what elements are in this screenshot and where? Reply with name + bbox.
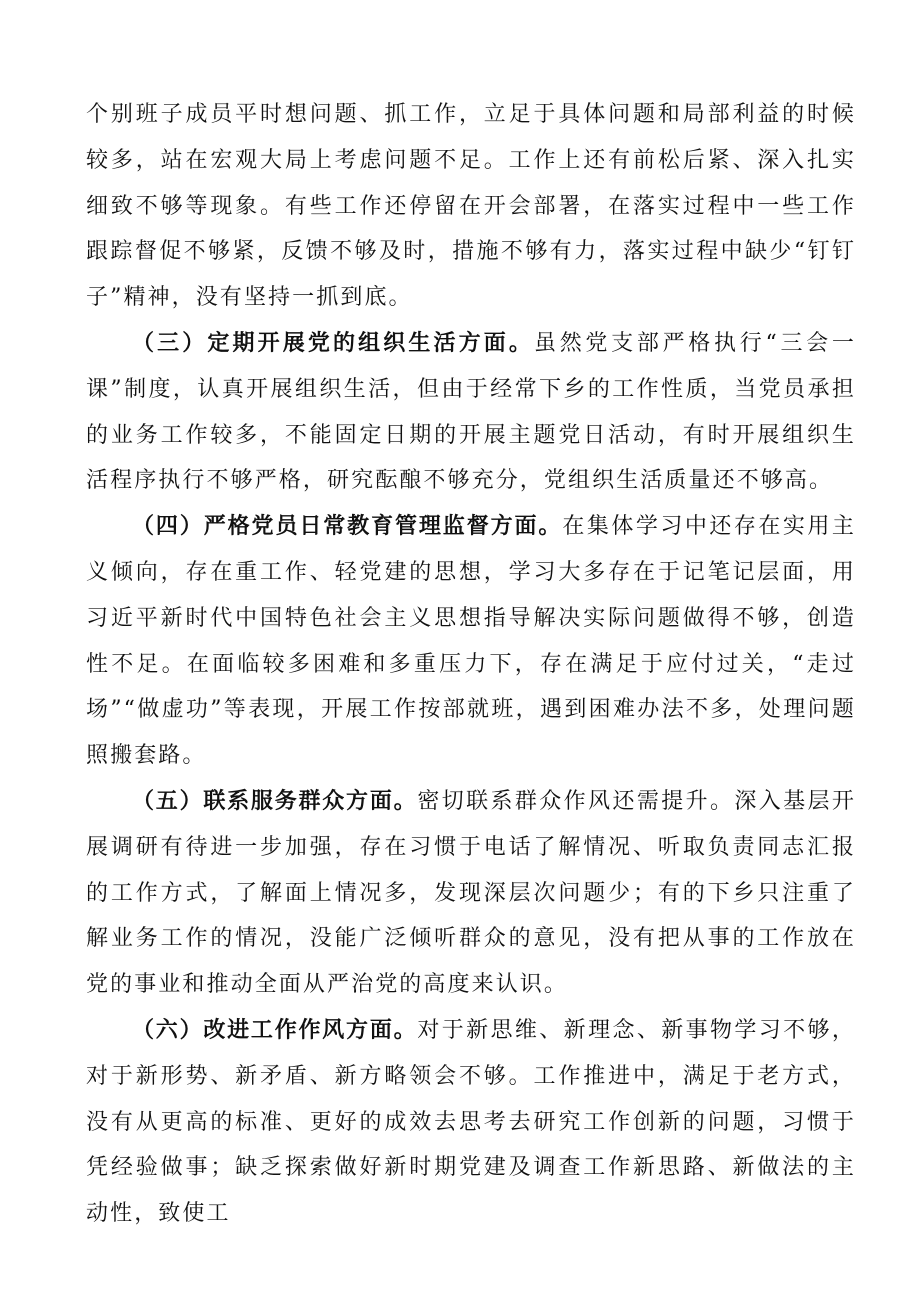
- section-heading: （五）联系服务群众方面。: [132, 788, 418, 814]
- paragraph-body: 在集体学习中还存在实用主义倾向，存在重工作、轻党建的思想，学习大多存在于记笔记层面，用习近平新时代中国特色社会主义思想指导解决实际问题做得不够，创造性不足。在面临较多困难和多重压力下，存在满足于应付过关，“走过场”“做虚功”等表现，开展工作按部就班，遇到困难办法不多，处理问题照搬套路。: [86, 514, 856, 769]
- paragraph-section-4: [86, 504, 856, 779]
- paragraph-body: 个别班子成员平时想问题、抓工作，立足于具体问题和局部利益的时候较多，站在宏观大局上考虑问题不足。工作上还有前松后紧、深入扎实细致不够等现象。有些工作还停留在开会部署，在落实过程中一些工作跟踪督促不够紧，反馈不够及时，措施不够有力，落实过程中缺少“钉钉子”精神，没有坚持一抓到底。: [86, 102, 856, 311]
- paragraph-section-3: [86, 321, 856, 504]
- paragraph-section-5: [86, 779, 856, 1008]
- section-heading: （六）改进工作作风方面。: [132, 1017, 418, 1043]
- section-heading: （三）定期开展党的组织生活方面。: [132, 330, 534, 356]
- paragraph-body: 对于新思维、新理念、新事物学习不够，对于新形势、新矛盾、新方略领会不够。工作推进中，满足于老方式，没有从更高的标准、更好的成效去思考去研究工作创新的问题，习惯于凭经验做事；缺乏探索做好新时期党建及调查工作新思路、新做法的主动性，致使工: [86, 1017, 856, 1227]
- paragraph-body: 密切联系群众作风还需提升。深入基层开展调研有待进一步加强，存在习惯于电话了解情况、听取负责同志汇报的工作方式，了解面上情况多，发现深层次问题少；有的下乡只注重了解业务工作的情况，没能广泛倾听群众的意见，没有把从事的工作放在党的事业和推动全面从严治党的高度来认识。: [86, 788, 856, 998]
- document-page: [86, 92, 856, 1237]
- paragraph-body: 虽然党支部严格执行“三会一课”制度，认真开展组织生活，但由于经常下乡的工作性质，当党员承担的业务工作较多，不能固定日期的开展主题党日活动，有时开展组织生活程序执行不够严格，研究酝酿不够充分，党组织生活质量还不够高。: [86, 330, 856, 494]
- paragraph-continuation: [86, 92, 856, 321]
- section-heading: （四）严格党员日常教育管理监督方面。: [132, 514, 563, 540]
- paragraph-section-6: [86, 1008, 856, 1237]
